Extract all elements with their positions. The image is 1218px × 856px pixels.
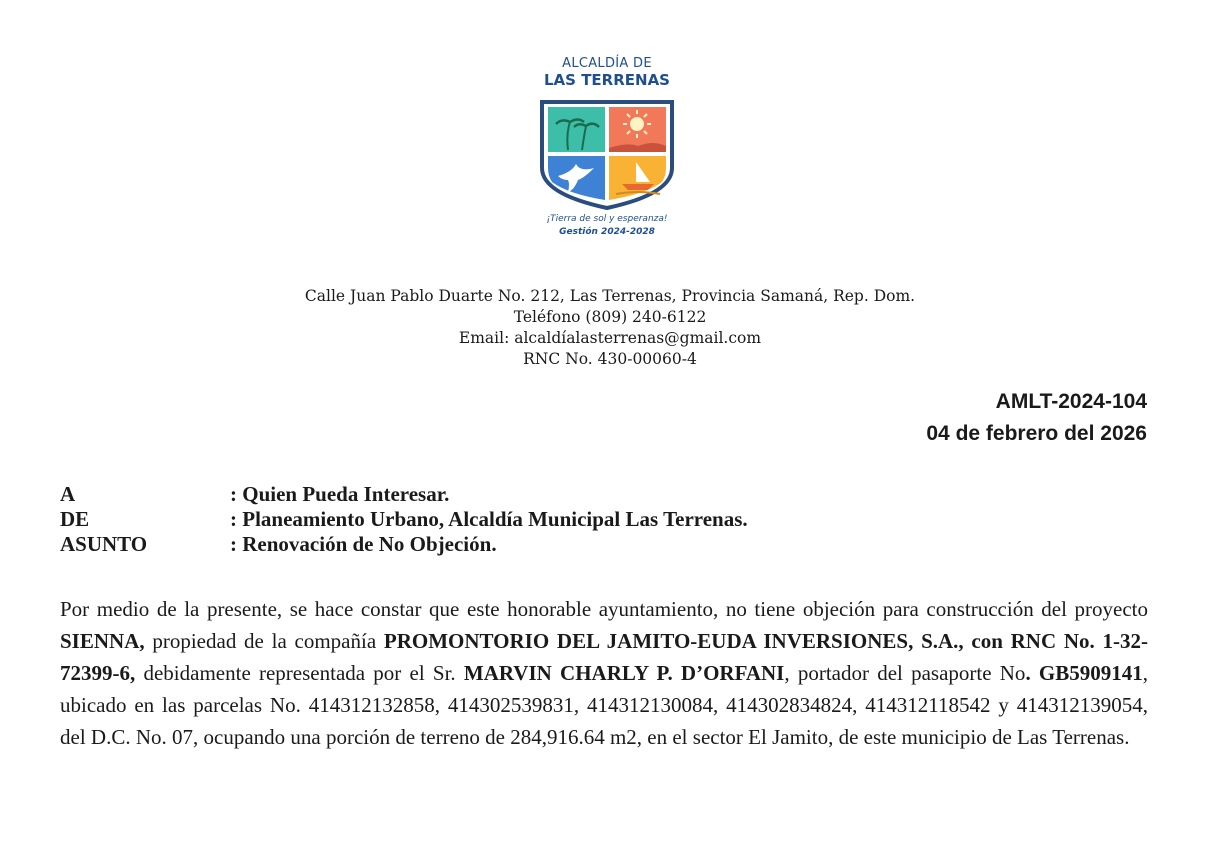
body-text-4: , portador del pasaporte No [784, 661, 1026, 685]
memo-subject-value: : Renovación de No Objeción. [230, 532, 497, 556]
body-text-2: propiedad de la compañía [144, 629, 384, 653]
memo-to-label: A [60, 482, 76, 506]
logo-title-line2: LAS TERRENAS [544, 71, 670, 89]
project-name: SIENNA, [60, 629, 145, 653]
company-name: PROMONTORIO DEL JAMITO-EUDA INVERSIONES, S.A., con RNC No. 1-32-72399-6, [60, 629, 1149, 685]
body-text-5: , ubicado en las parcelas No. 414312132858, 414302539831, 414312130084, 414302834824, 414312118542 y 414312139054, del D.C. No. 07, ocupando una porción de terreno de 284,916.64 m2, en el sector El Jamito, de este municipio de Las Terrenas. [60, 661, 1149, 749]
address-rnc: RNC No. 430-00060-4 [523, 350, 697, 368]
memo-subject-label: ASUNTO [60, 532, 148, 556]
memo-from-label: DE [60, 507, 90, 531]
memo-header [60, 482, 748, 557]
passport-number: . GB5909141 [1025, 661, 1143, 685]
logo-term: Gestión 2024-2028 [559, 227, 655, 237]
reference-date: 04 de febrero del 2026 [926, 422, 1147, 445]
memo-from-value: : Planeamiento Urbano, Alcaldía Municipal Las Terrenas. [230, 507, 748, 531]
municipality-logo [522, 56, 692, 246]
address-phone: Teléfono (809) 240-6122 [513, 308, 707, 326]
logo-title-line1: ALCALDÍA DE [562, 56, 652, 71]
address-street: Calle Juan Pablo Duarte No. 212, Las Terrenas, Provincia Samaná, Rep. Dom. [304, 287, 916, 305]
body-text-1: Por medio de la presente, se hace constar que este honorable ayuntamiento, no tiene objeción para construcción del proyecto [60, 597, 1148, 621]
logo-slogan: ¡Tierra de sol y esperanza! [546, 214, 668, 224]
representative-name: MARVIN CHARLY P. D’ORFANI [463, 661, 785, 685]
memo-to-value: : Quien Pueda Interesar. [230, 482, 450, 506]
reference-code: AMLT-2024-104 [995, 390, 1147, 413]
letterhead-address [150, 286, 1070, 370]
body-text-3: debidamente representada por el Sr. [135, 661, 464, 685]
shield-emblem-icon [538, 98, 676, 210]
address-email: Email: alcaldíalasterrenas@gmail.com [458, 329, 762, 347]
memo-from-row [60, 507, 748, 532]
letter-body-paragraph [60, 593, 1148, 753]
memo-to-row [60, 482, 748, 507]
memo-subject-row [60, 532, 748, 557]
document-reference [926, 386, 1147, 450]
